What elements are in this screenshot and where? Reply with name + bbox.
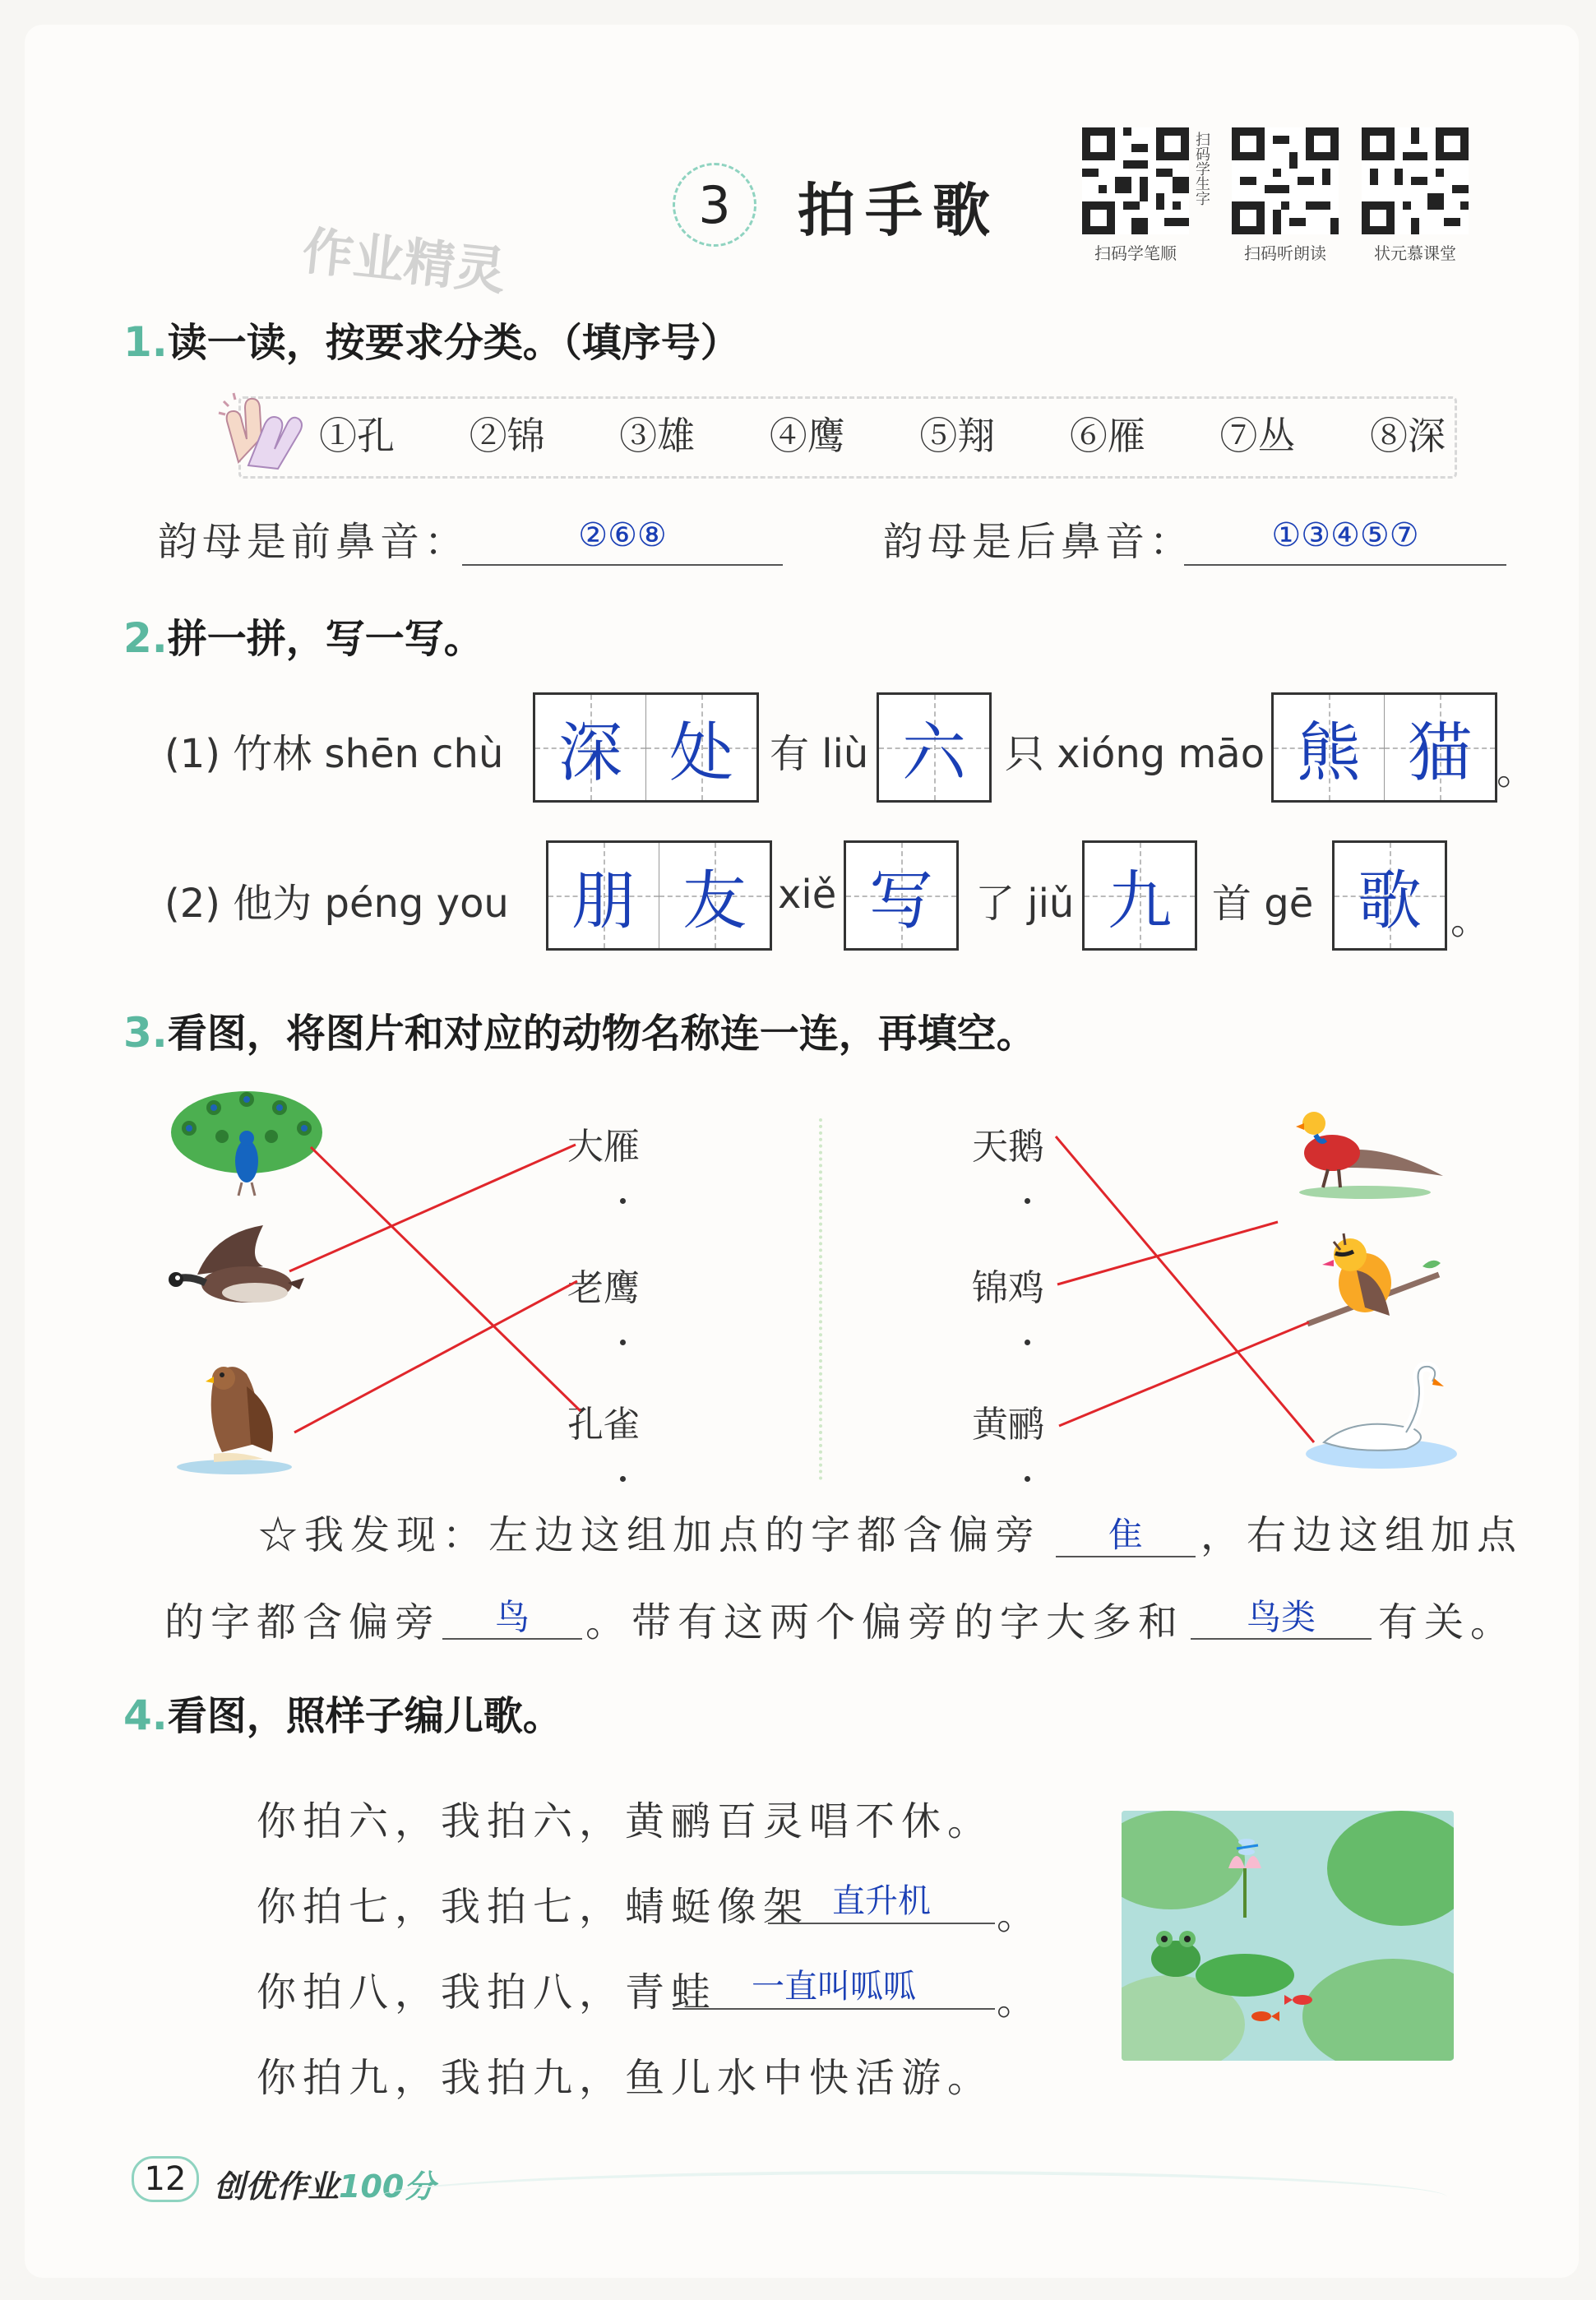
writing-cell: 六 [879, 695, 989, 800]
q4-line2-answer[interactable]: 直升机 [768, 1875, 995, 1924]
match-line-oriole [1059, 1322, 1309, 1426]
q2-line1-mid2: 只 xióng māo [1005, 731, 1265, 777]
animal-name-oriole[interactable]: 黄鹂 [972, 1395, 1044, 1491]
q1-item: ④鹰 [769, 414, 845, 458]
writing-cell: 九 [1085, 843, 1195, 948]
q2-line2-mid1: xiě [778, 872, 837, 918]
qr-caption-listen: 扫码听朗读 [1244, 243, 1326, 263]
q1-front-nasal-answer[interactable]: ②⑥⑧ [462, 516, 783, 566]
animal-name-golden-pheasant[interactable]: 锦鸡 [972, 1258, 1044, 1354]
q1-front-nasal-label: 韵母是前鼻音： [158, 519, 470, 565]
footer-page-badge [132, 2156, 199, 2202]
q1-item: ⑥雁 [1069, 414, 1145, 458]
q2-line1-prefix: (1) 竹林 shēn chù [164, 731, 504, 777]
q1-item: ⑦丛 [1219, 414, 1296, 458]
q3-discovery-d: 。带有这两个偏旁的字大多和 [585, 1599, 1185, 1645]
q3-answer-b[interactable]: 鸟 [442, 1590, 582, 1640]
writing-cell: 深 [535, 695, 645, 800]
animal-name-eagle[interactable]: 老鹰 [567, 1258, 640, 1354]
match-line-wild-goose [289, 1145, 576, 1271]
qr-caption-stroke-order: 扫码学笔顺 [1094, 243, 1177, 263]
footer-brand: 创优作业100分 [214, 2168, 436, 2205]
animal-name-peacock[interactable]: 孔雀 [567, 1395, 640, 1491]
q2-line2-end: 。 [1450, 897, 1491, 943]
q4-number: 4. [123, 1691, 168, 1739]
q3-number: 3. [123, 1009, 168, 1057]
q4-line2-end: 。 [997, 1892, 1037, 1938]
qr-caption-classroom: 状元慕课堂 [1374, 243, 1456, 263]
q4-line4: 你拍九，我拍九，鱼儿水中快活游。 [257, 2055, 994, 2101]
q4-line2-prefix: 你拍七，我拍七，蜻蜓像架 [257, 1884, 810, 1930]
q3-discovery-c: 的字都含偏旁 [164, 1599, 442, 1645]
q1-item: ②锦 [469, 414, 545, 458]
writing-cell: 写 [846, 843, 956, 948]
q2-line2-mid3: 首 gē [1212, 881, 1314, 927]
animal-name-wild-goose[interactable]: 大雁 [567, 1117, 640, 1213]
q2-line2-prefix: (2) 他为 péng you [164, 881, 509, 927]
page-number: 12 [144, 2160, 187, 2198]
lesson-title: 拍手歌 [798, 177, 1000, 244]
q2-line1-mid1: 有 liù [770, 731, 869, 777]
q3-discovery-a: ☆我发现：左边这组加点的字都含偏旁 [258, 1512, 1042, 1558]
q2-line2-mid2: 了 jiǔ [975, 881, 1075, 927]
q2-number: 2. [123, 614, 168, 662]
q3-title: 3.看图，将图片和对应的动物名称连一连，再填空。 [123, 1009, 1036, 1057]
qr-side-text: 扫码学生字 [1193, 132, 1210, 206]
q2-line1-end: 。 [1497, 747, 1537, 794]
q1-item: ③雄 [619, 414, 696, 458]
writing-cell: 熊 [1274, 695, 1384, 800]
q1-item: ⑤翔 [919, 414, 996, 458]
writing-cell: 猫 [1384, 695, 1495, 800]
writing-cell: 歌 [1335, 843, 1445, 948]
q4-line3-prefix: 你拍八，我拍八，青蛙 [257, 1969, 718, 2015]
writing-cell: 友 [659, 843, 770, 948]
q3-answer-a[interactable]: 隹 [1056, 1508, 1196, 1557]
watermark: 作业精灵 [299, 220, 509, 302]
q1-back-nasal-label: 韵母是后鼻音： [883, 519, 1195, 565]
match-line-eagle [294, 1281, 577, 1432]
q1-title: 1.读一读，按要求分类。（填序号） [123, 318, 740, 366]
q2-title: 2.拼一拼，写一写。 [123, 614, 483, 662]
q4-line1: 你拍六，我拍六，黄鹂百灵唱不休。 [257, 1798, 994, 1844]
q4-line3-answer[interactable]: 一直叫呱呱 [673, 1960, 995, 2010]
lesson-number: 3 [698, 174, 731, 235]
q1-item: ⑧深 [1369, 414, 1446, 458]
writing-cell: 处 [645, 695, 756, 800]
q3-answer-c[interactable]: 鸟类 [1191, 1590, 1372, 1640]
q4-title: 4.看图，照样子编儿歌。 [123, 1691, 562, 1739]
q1-item: ①孔 [319, 414, 395, 458]
q4-line3-end: 。 [997, 1978, 1037, 2024]
q3-discovery-e: 有关。 [1378, 1599, 1517, 1645]
writing-cell: 朋 [548, 843, 659, 948]
animal-name-swan[interactable]: 天鹅 [972, 1117, 1044, 1213]
footer-wave [378, 2171, 1447, 2224]
q1-back-nasal-answer[interactable]: ①③④⑤⑦ [1184, 516, 1506, 566]
match-line-golden-pheasant [1057, 1222, 1278, 1284]
q3-discovery-b: ，右边这组加点 [1200, 1512, 1524, 1558]
match-line-peacock [311, 1147, 581, 1411]
q1-number: 1. [123, 318, 168, 366]
pond-illustration[interactable] [1122, 1811, 1454, 2061]
match-line-swan [1056, 1136, 1314, 1442]
